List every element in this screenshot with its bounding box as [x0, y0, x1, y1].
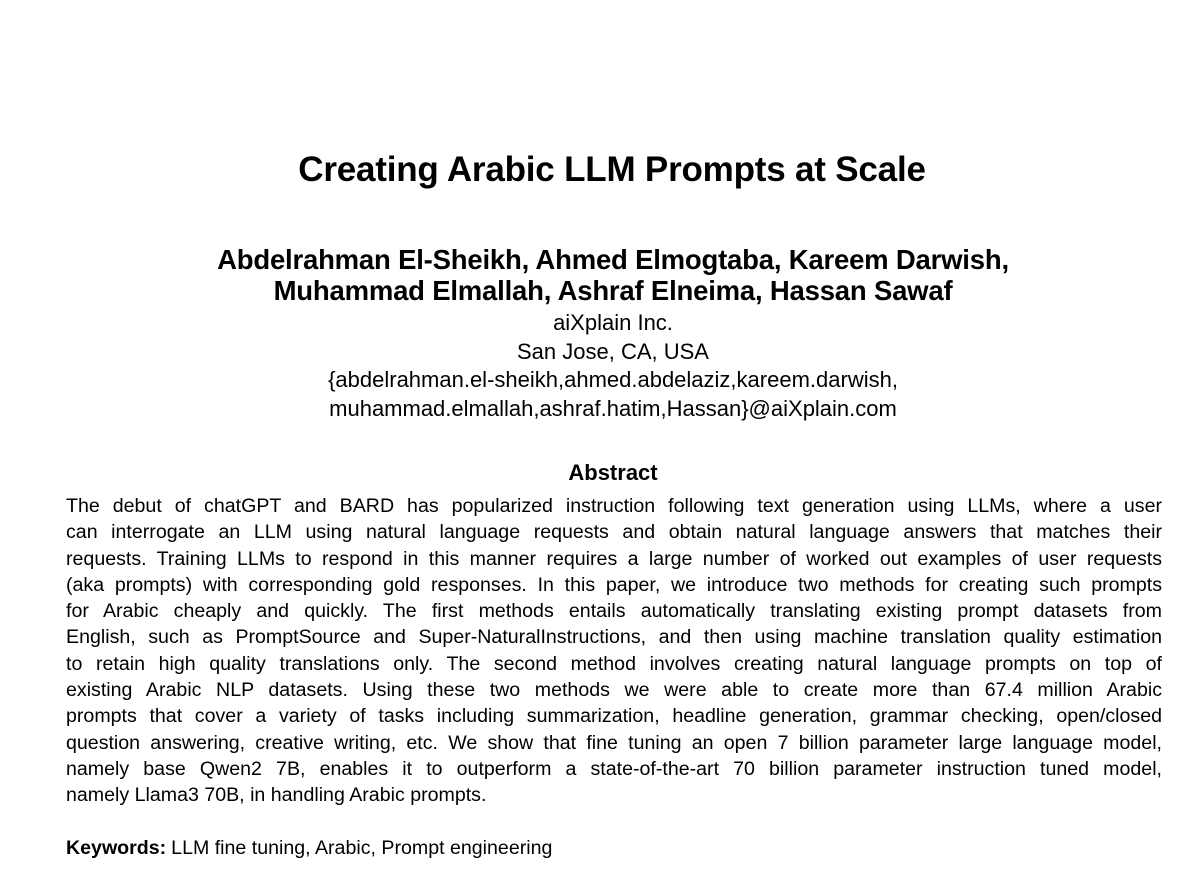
affiliation-emails-line-1: {abdelrahman.el-sheikh,ahmed.abdelaziz,kareem.darwish,	[328, 367, 898, 392]
abstract-heading: Abstract	[568, 460, 658, 485]
abstract-line: can interrogate an LLM using natural language requests and obtain natural language answers that matches their	[66, 521, 1162, 544]
abstract-line: (aka prompts) with corresponding gold responses. In this paper, we introduce two methods for creating such prompts	[66, 573, 1162, 596]
abstract-line: namely Llama3 70B, in handling Arabic prompts.	[66, 784, 487, 807]
keywords-value: LLM fine tuning, Arabic, Prompt engineering	[171, 837, 553, 859]
abstract-line: The debut of chatGPT and BARD has popularized instruction following text generation using LLMs, where a user	[66, 495, 1162, 517]
abstract-line: existing Arabic NLP datasets. Using these two methods we were able to create more than 67.4 million Arabic	[66, 679, 1162, 702]
paper-title: Creating Arabic LLM Prompts at Scale	[298, 150, 926, 189]
affiliation-org: aiXplain Inc.	[553, 310, 673, 335]
affiliation-block	[0, 309, 1200, 423]
abstract-line: English, such as PromptSource and Super-NaturalInstructions, and then using machine translation quality estimation	[66, 626, 1162, 649]
author-line-1: Abdelrahman El-Sheikh, Ahmed Elmogtaba, Kareem Darwish,	[217, 244, 1009, 275]
author-line-2: Muhammad Elmallah, Ashraf Elneima, Hassan Sawaf	[273, 275, 953, 306]
keywords-label: Keywords:	[66, 837, 167, 859]
author-list	[0, 244, 1200, 306]
affiliation-emails-line-2: muhammad.elmallah,ashraf.hatim,Hassan}@aiXplain.com	[329, 395, 897, 421]
abstract-line: namely base Qwen2 7B, enables it to outperform a state-of-the-art 70 billion parameter instruction tuned model,	[66, 757, 1162, 780]
abstract-line: to retain high quality translations only. The second method involves creating natural language prompts on top of	[66, 652, 1162, 675]
abstract-body	[66, 493, 1162, 809]
abstract-line: for Arabic cheaply and quickly. The first methods entails automatically translating existing prompt datasets from	[66, 600, 1162, 623]
abstract-line: prompts that cover a variety of tasks including summarization, headline generation, grammar checking, open/closed	[66, 705, 1162, 728]
abstract-line: question answering, creative writing, etc. We show that fine tuning an open 7 billion parameter large language model,	[66, 731, 1162, 754]
abstract-line: requests. Training LLMs to respond in this manner requires a large number of worked out examples of user requests	[66, 547, 1162, 570]
affiliation-location: San Jose, CA, USA	[517, 338, 709, 364]
keywords	[66, 837, 552, 860]
